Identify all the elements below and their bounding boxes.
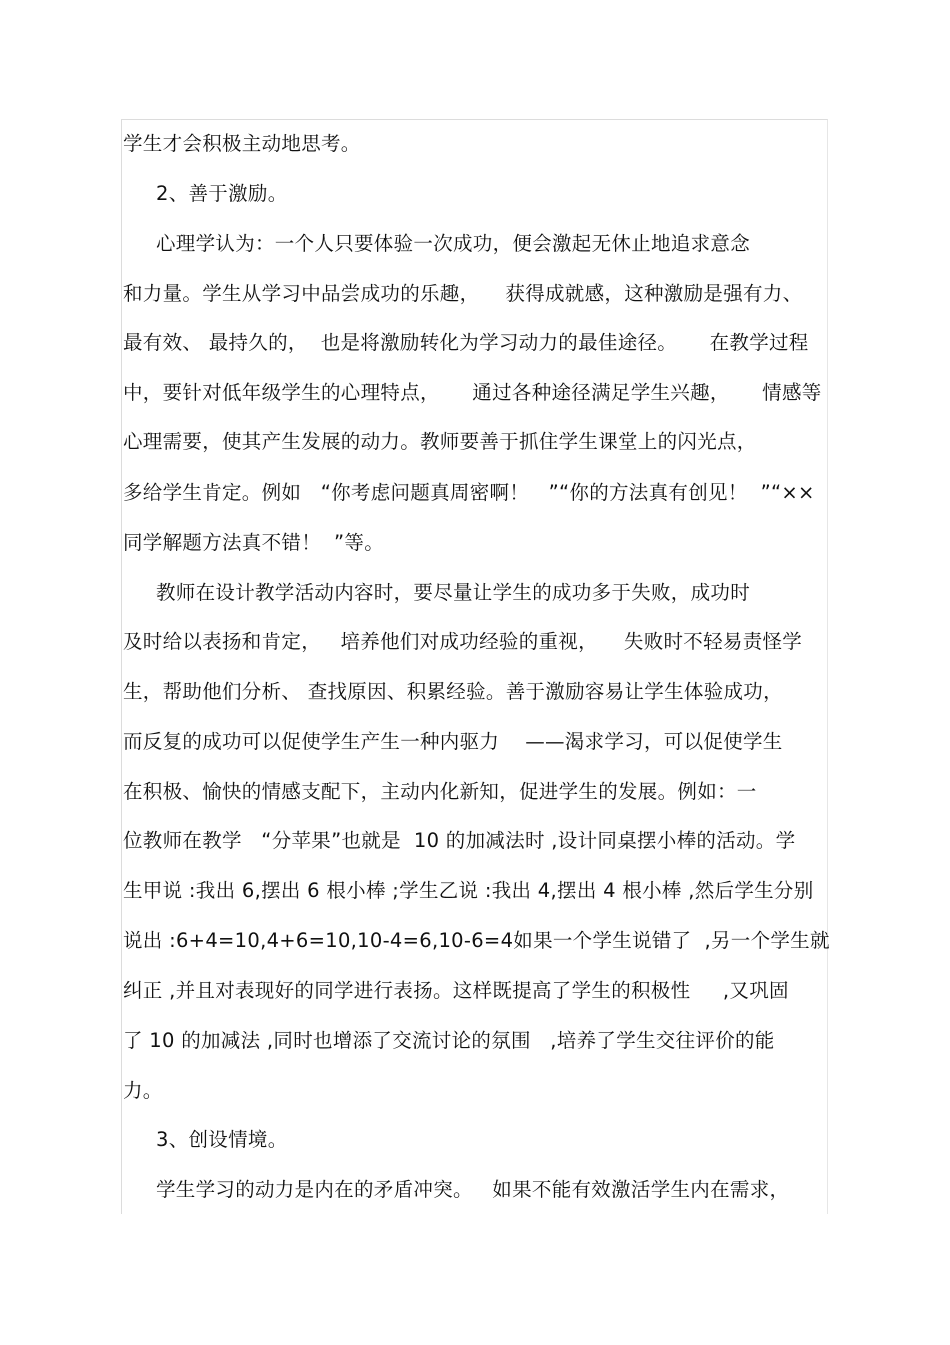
text-line: 在积极、愉快的情感支配下，主动内化新知，促进学生的发展。例如：一 [123, 780, 757, 803]
text-line: 最有效、 最持久的， 也是将激励转化为学习动力的最佳途径。 在教学过程 [123, 331, 809, 354]
text-line: 和力量。学生从学习中品尝成功的乐趣， 获得成就感，这种激励是强有力、 [123, 282, 803, 305]
section-heading: 3、创设情境。 [156, 1128, 288, 1151]
text-line: 说出 :6+4=10,4+6=10,10-4=6,10-6=4如果一个学生说错了 ,另一个学生就 [123, 929, 830, 952]
text-line: 了 10 的加减法 ,同时也增添了交流讨论的氛围 ,培养了学生交往评价的能 [123, 1029, 775, 1052]
text-line: 而反复的成功可以促使学生产生一种内驱力 ——渴求学习，可以促使学生 [123, 730, 783, 753]
text-line: 生，帮助他们分析、 查找原因、积累经验。善于激励容易让学生体验成功， [123, 680, 783, 703]
text-line: 学生才会积极主动地思考。 [123, 132, 361, 155]
text-line: 心理需要，使其产生发展的动力。教师要善于抓住学生课堂上的闪光点， [123, 430, 757, 453]
text-line: 位教师在教学 “分苹果”也就是 10 的加减法时 ,设计同桌摆小棒的活动。学 [123, 829, 796, 852]
section-heading: 2、善于激励。 [156, 182, 288, 205]
text-line: 同学解题方法真不错！ ”等。 [123, 531, 384, 554]
text-line: 及时给以表扬和肯定， 培养他们对成功经验的重视， 失败时不轻易责怪学 [123, 630, 803, 653]
text-line: 多给学生肯定。例如 “你考虑问题真周密啊！ ”“你的方法真有创见！ ”“×× [123, 481, 815, 504]
text-line: 力。 [123, 1079, 163, 1102]
text-line: 教师在设计教学活动内容时，要尽量让学生的成功多于失败，成功时 [156, 581, 751, 604]
text-line: 纠正 ,并且对表现好的同学进行表扬。这样既提高了学生的积极性 ,又巩固 [123, 979, 789, 1002]
text-line: 生甲说 :我出 6,摆出 6 根小棒 ;学生乙说 :我出 4,摆出 4 根小棒 ,然后学生分别 [123, 879, 814, 902]
text-line: 心理学认为：一个人只要体验一次成功，便会激起无休止地追求意念 [156, 232, 751, 255]
text-line: 学生学习的动力是内在的矛盾冲突。 如果不能有效激活学生内在需求， [156, 1178, 790, 1201]
text-line: 中，要针对低年级学生的心理特点， 通过各种途径满足学生兴趣， 情感等 [123, 381, 822, 404]
